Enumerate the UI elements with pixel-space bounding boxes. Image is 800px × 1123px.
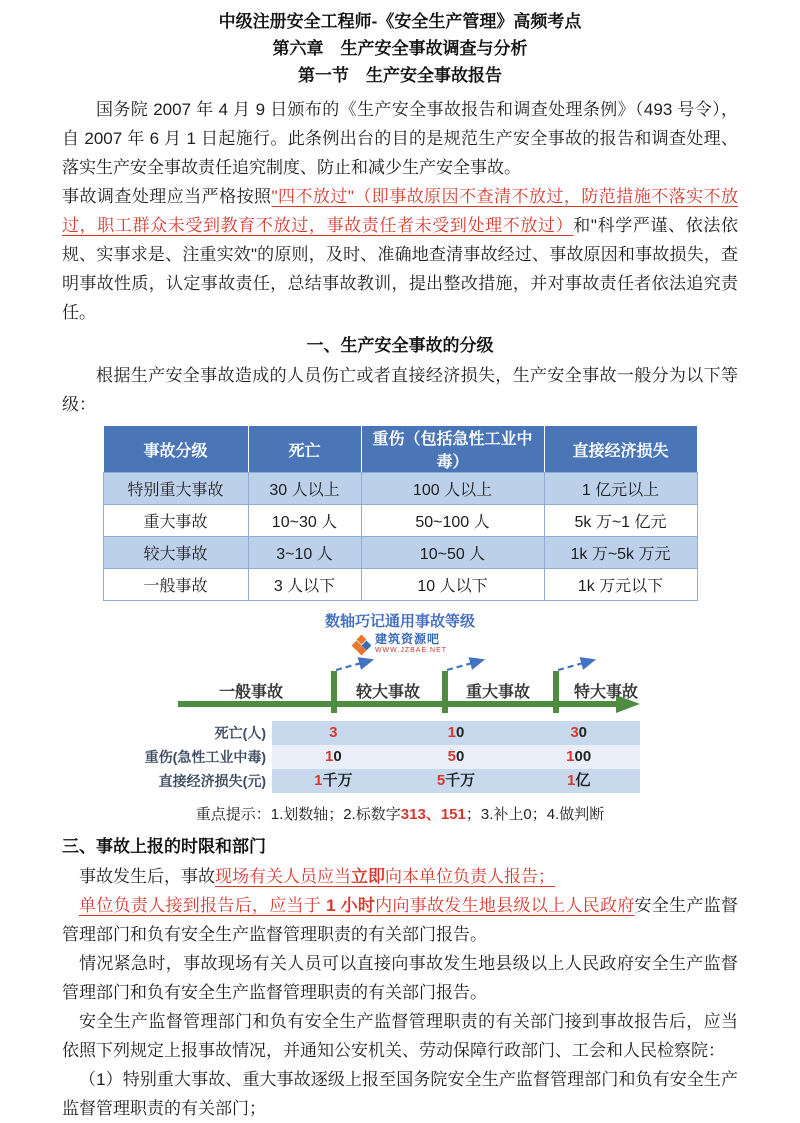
logo-name: 建筑资源吧 <box>374 632 440 646</box>
cell-grade: 特别重大事故 <box>103 473 248 505</box>
table-row <box>103 569 697 601</box>
row-value: 10 <box>324 748 342 765</box>
cell-injury: 10~50 人 <box>361 537 544 569</box>
row-value: 1千万 <box>314 772 353 789</box>
section3-heading: 三、事故上报的时限和部门 <box>62 837 266 856</box>
axis-tick <box>442 671 448 713</box>
cell-grade: 一般事故 <box>103 569 248 601</box>
diagram-row-death <box>120 721 738 745</box>
cell-grade: 重大事故 <box>103 505 248 537</box>
intro-text: 国务院 2007 年 4 月 9 日颁布的《生产安全事故报告和调查处理条例》（493 号令），自 2007 年 6 月 1 日起施行。此条例出台的目的是规范生产安全事故的报告和调查处理、落实生产安全事故责任追究制度、防止和减少生产安全事故。 <box>62 100 738 177</box>
chapter-title: 第六章 生产安全事故调查与分析 <box>272 39 528 58</box>
number-line-axis <box>120 657 650 721</box>
row-value: 5千万 <box>436 772 476 789</box>
table-row <box>103 505 697 537</box>
col-header-death: 死亡 <box>248 426 361 473</box>
doc-title: 中级注册安全工程师-《安全生产管理》高频考点 <box>218 12 582 31</box>
urgent-case-paragraph: 情况紧急时，事故现场有关人员可以直接向事故发生地县级以上人民政府安全生产监督管理部门和负有安全生产监督管理职责的有关部门报告。 <box>62 954 738 1002</box>
table-row <box>103 473 697 505</box>
section-title: 第一节 生产安全事故报告 <box>298 66 502 85</box>
row-value: 3 <box>329 724 338 741</box>
key-tip: 重点提示：1.划数轴；2.标数字313、151；3.补上0；4.做判断 <box>195 806 605 823</box>
row-value: 10 <box>447 724 465 741</box>
emphasis-immediately: 立即 <box>351 867 385 886</box>
authority-forward-paragraph: 安全生产监督管理部门和负有安全生产监督管理职责的有关部门接到事故报告后，应当依照下列规定上报事故情况，并通知公安机关、劳动保障行政部门、工会和人民检察院： <box>62 1012 738 1060</box>
table-row <box>103 537 697 569</box>
four-no-pass-paragraph <box>62 182 738 327</box>
diamond-logo-icon <box>353 636 371 654</box>
row-label: 直接经济损失(元) <box>158 773 266 789</box>
p2-black-tail: 和"科学严谨、依法依规、实事求是、注重实效"的原则，及时、准确地查清事故经过、事故原因和事故损失，查明事故性质，认定事故责任，总结事故教训，提出整改措施，并对事故责任者依法追究责任。 <box>62 216 738 322</box>
row-value: 1亿 <box>567 772 591 789</box>
watermark-text: 每日安全生产 <box>640 927 796 954</box>
section1-lead: 根据生产安全事故造成的人员伤亡或者直接经济损失，生产安全事故一般分为以下等级： <box>62 366 738 414</box>
logo-url: WWW.JZBAE.NET <box>374 647 448 654</box>
cell-injury: 10 人以下 <box>361 569 544 601</box>
diagram-row-injury <box>120 745 738 769</box>
row-value: 30 <box>570 724 588 741</box>
cell-injury: 100 人以上 <box>361 473 544 505</box>
cell-loss: 1k 万~5k 万元 <box>544 537 697 569</box>
cell-loss: 5k 万~1 亿元 <box>544 505 697 537</box>
escalation-arrow-icon <box>558 660 594 670</box>
col-header-loss: 直接经济损失 <box>544 426 697 473</box>
emphasis-one-hour: 1 小时 <box>326 896 376 915</box>
escalation-arrow-icon <box>447 660 483 670</box>
accident-grading-table <box>103 425 698 601</box>
row-label: 死亡(人) <box>214 725 266 741</box>
p2-black-lead: 事故调查处理应当严格按照 <box>62 187 272 206</box>
diagram-logo <box>62 633 738 657</box>
axis-label: 较大事故 <box>355 684 421 701</box>
cell-death: 3~10 人 <box>248 537 361 569</box>
escalation-arrow-icon <box>336 660 372 670</box>
report-immediately-paragraph: 事故发生后，事故现场有关人员应当立即向本单位负责人报告； <box>79 867 555 886</box>
item1-paragraph: （1）特别重大事故、重大事故逐级上报至国务院安全生产监督管理部门和负有安全生产监督管理职责的有关部门； <box>62 1070 738 1118</box>
cell-loss: 1k 万元以下 <box>544 569 697 601</box>
cell-death: 3 人以下 <box>248 569 361 601</box>
axis-label: 特大事故 <box>573 684 639 701</box>
p2-red-four-no-pass: "四不放过"（即事故原因不查清不放过，防范措施不落实不放过，职工群众未受到教育不放过，事故责任者未受到处理不放过） <box>62 187 738 235</box>
col-header-grade: 事故分级 <box>103 426 248 473</box>
row-value: 50 <box>447 748 465 765</box>
cell-death: 10~30 人 <box>248 505 361 537</box>
tip-numbers: 313、151 <box>400 806 466 823</box>
axis-label: 重大事故 <box>465 684 531 701</box>
one-hour-report-paragraph: 单位负责人接到报告后，应当于 1 小时内向事故发生地县级以上人民政府安全生产监督管理部门和负有安全生产监督管理职责的有关部门报告。 <box>62 896 739 944</box>
section1-heading: 一、生产安全事故的分级 <box>306 336 494 355</box>
cell-injury: 50~100 人 <box>361 505 544 537</box>
diagram-row-loss <box>120 769 738 793</box>
row-label: 重伤(急性工业中毒) <box>144 749 266 765</box>
axis-label: 一般事故 <box>218 684 284 701</box>
cell-loss: 1 亿元以上 <box>544 473 697 505</box>
number-line-diagram <box>62 613 738 824</box>
row-value: 100 <box>566 748 592 765</box>
col-header-injury: 重伤（包括急性工业中毒） <box>361 426 544 473</box>
table-header-row <box>103 426 697 473</box>
diagram-title: 数轴巧记通用事故等级 <box>324 613 475 630</box>
axis-tick <box>331 671 337 713</box>
intro-paragraph <box>62 95 738 182</box>
cell-death: 30 人以上 <box>248 473 361 505</box>
cell-grade: 较大事故 <box>103 537 248 569</box>
axis-tick <box>553 671 559 713</box>
